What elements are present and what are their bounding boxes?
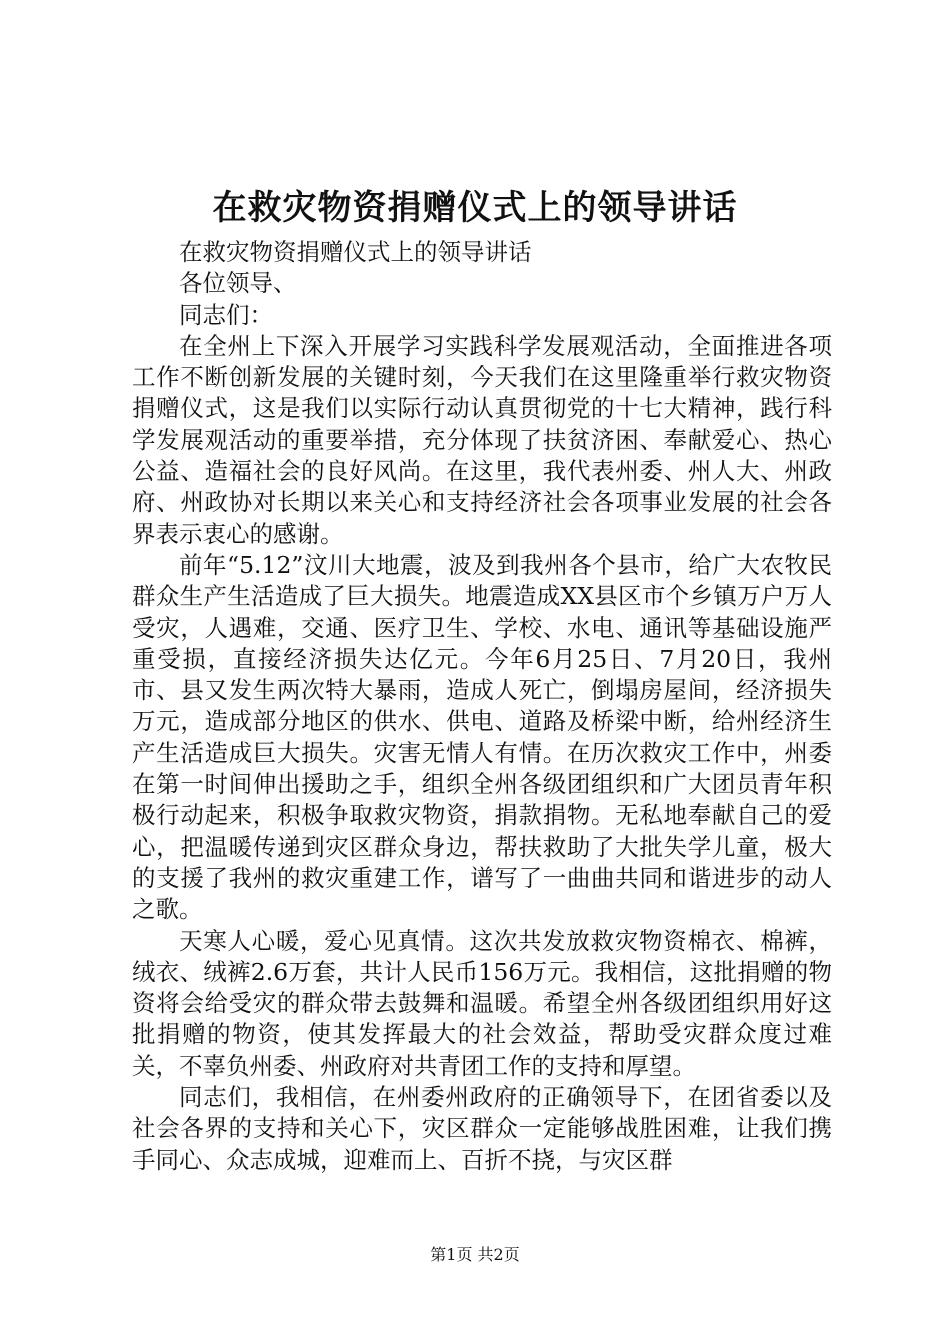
page-footer: 第1页 共2页 [430,1245,520,1264]
paragraph-4: 同志们，我相信，在州委州政府的正确领导下，在团省委以及社会各界的支持和关心下，灾区群众一定能够战胜困难，让我们携手同心、众志成城，迎难而上、百折不挠，与灾区群 [132,1083,832,1174]
paragraph-salutation-1: 各位领导、 [179,269,297,298]
paragraph-1: 在全州上下深入开展学习实践科学发展观活动，全面推进各项工作不断创新发展的关键时刻，今天我们在这里隆重举行救灾物资捐赠仪式，这是我们以实际行动认真贯彻党的十七大精神，践行科学发展观活动的重要举措，充分体现了扶贫济困、奉献爱心、热心公益、造福社会的良好风尚。在这里，我代表州委、州人大、州政府、州政协对长期以来关心和支持经济社会各项事业发展的社会各界表示衷心的感谢。 [132,331,832,548]
document-body [132,237,832,1176]
paragraph-3: 天寒人心暖，爱心见真情。这次共发放救灾物资棉衣、棉裤，绒衣、绒裤2.6万套，共计人民币156万元。我相信，这批捐赠的物资将会给受灾的群众带去鼓舞和温暖。希望全州各级团组织用好这批捐赠的物资，使其发挥最大的社会效益，帮助受灾群众度过难关，不辜负州委、州政府对共青团工作的支持和厚望。 [132,926,832,1080]
paragraph-salutation-2: 同志们： [179,300,273,329]
paragraph-subtitle: 在救灾物资捐赠仪式上的领导讲话 [179,238,532,266]
document-title: 在救灾物资捐赠仪式上的领导讲话 [212,188,738,228]
paragraph-2: 前年“5.12”汶川大地震，波及到我州各个县市，给广大农牧民群众生产生活造成了巨大损失。地震造成XX县区市个乡镇万户万人受灾，人遇难，交通、医疗卫生、学校、水电、通讯等基础设施严重受损，直接经济损失达亿元。今年6月25日、7月20日，我州市、县又发生两次特大暴雨，造成人死亡，倒塌房屋间，经济损失万元，造成部分地区的供水、供电、道路及桥梁中断，给州经济生产生活造成巨大损失。灾害无情人有情。在历次救灾工作中，州委在第一时间伸出援助之手，组织全州各级团组织和广大团员青年积极行动起来，积极争取救灾物资，捐款捐物。无私地奉献自己的爱心，把温暖传递到灾区群众身边，帮扶救助了大批失学儿童，极大的支援了我州的救灾重建工作，谱写了一曲曲共同和谐进步的动人之歌。 [132,550,832,924]
